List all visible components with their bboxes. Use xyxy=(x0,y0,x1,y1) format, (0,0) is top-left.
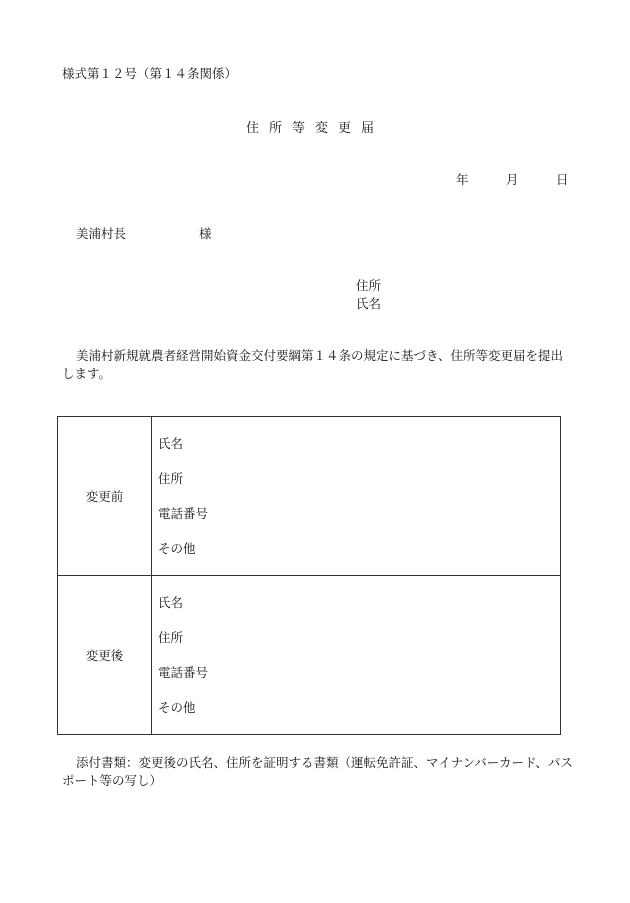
before-address-field: 住所 xyxy=(158,471,184,486)
before-name-field: 氏名 xyxy=(158,436,184,451)
after-label: 変更後 xyxy=(58,576,152,735)
before-label: 変更前 xyxy=(58,417,152,576)
after-field-list xyxy=(152,585,560,725)
table-row-before xyxy=(58,417,561,576)
before-fields-cell xyxy=(152,417,561,576)
attachment-note: 添付書類：変更後の氏名、住所を証明する書類（運転免許証、マイナンバーカード、パスポート等の写し） xyxy=(62,755,573,788)
addressee-honorific: 様 xyxy=(199,226,212,241)
before-phone-field: 電話番号 xyxy=(158,506,209,521)
after-fields-cell xyxy=(152,576,561,735)
before-other-field: その他 xyxy=(158,541,196,556)
addressee-name: 美浦村長 xyxy=(76,226,127,241)
date-month-label: 月 xyxy=(506,172,519,187)
change-table xyxy=(57,416,561,735)
after-name-field: 氏名 xyxy=(158,595,184,610)
date-year-label: 年 xyxy=(456,172,469,187)
after-other-field: その他 xyxy=(158,700,196,715)
applicant-name-label: 氏名 xyxy=(356,296,382,311)
document-title: 住所等変更届 xyxy=(245,121,384,136)
body-text: 美浦村新規就農者経営開始資金交付要綱第１４条の規定に基づき、住所等変更届を提出します。 xyxy=(62,348,564,381)
after-address-field: 住所 xyxy=(158,630,184,645)
after-phone-field: 電話番号 xyxy=(158,665,209,680)
date-day-label: 日 xyxy=(556,172,569,187)
applicant-address-label: 住所 xyxy=(356,278,382,293)
before-field-list xyxy=(152,426,560,566)
form-number: 様式第１２号（第１４条関係） xyxy=(62,66,238,81)
table-row-after xyxy=(58,576,561,735)
